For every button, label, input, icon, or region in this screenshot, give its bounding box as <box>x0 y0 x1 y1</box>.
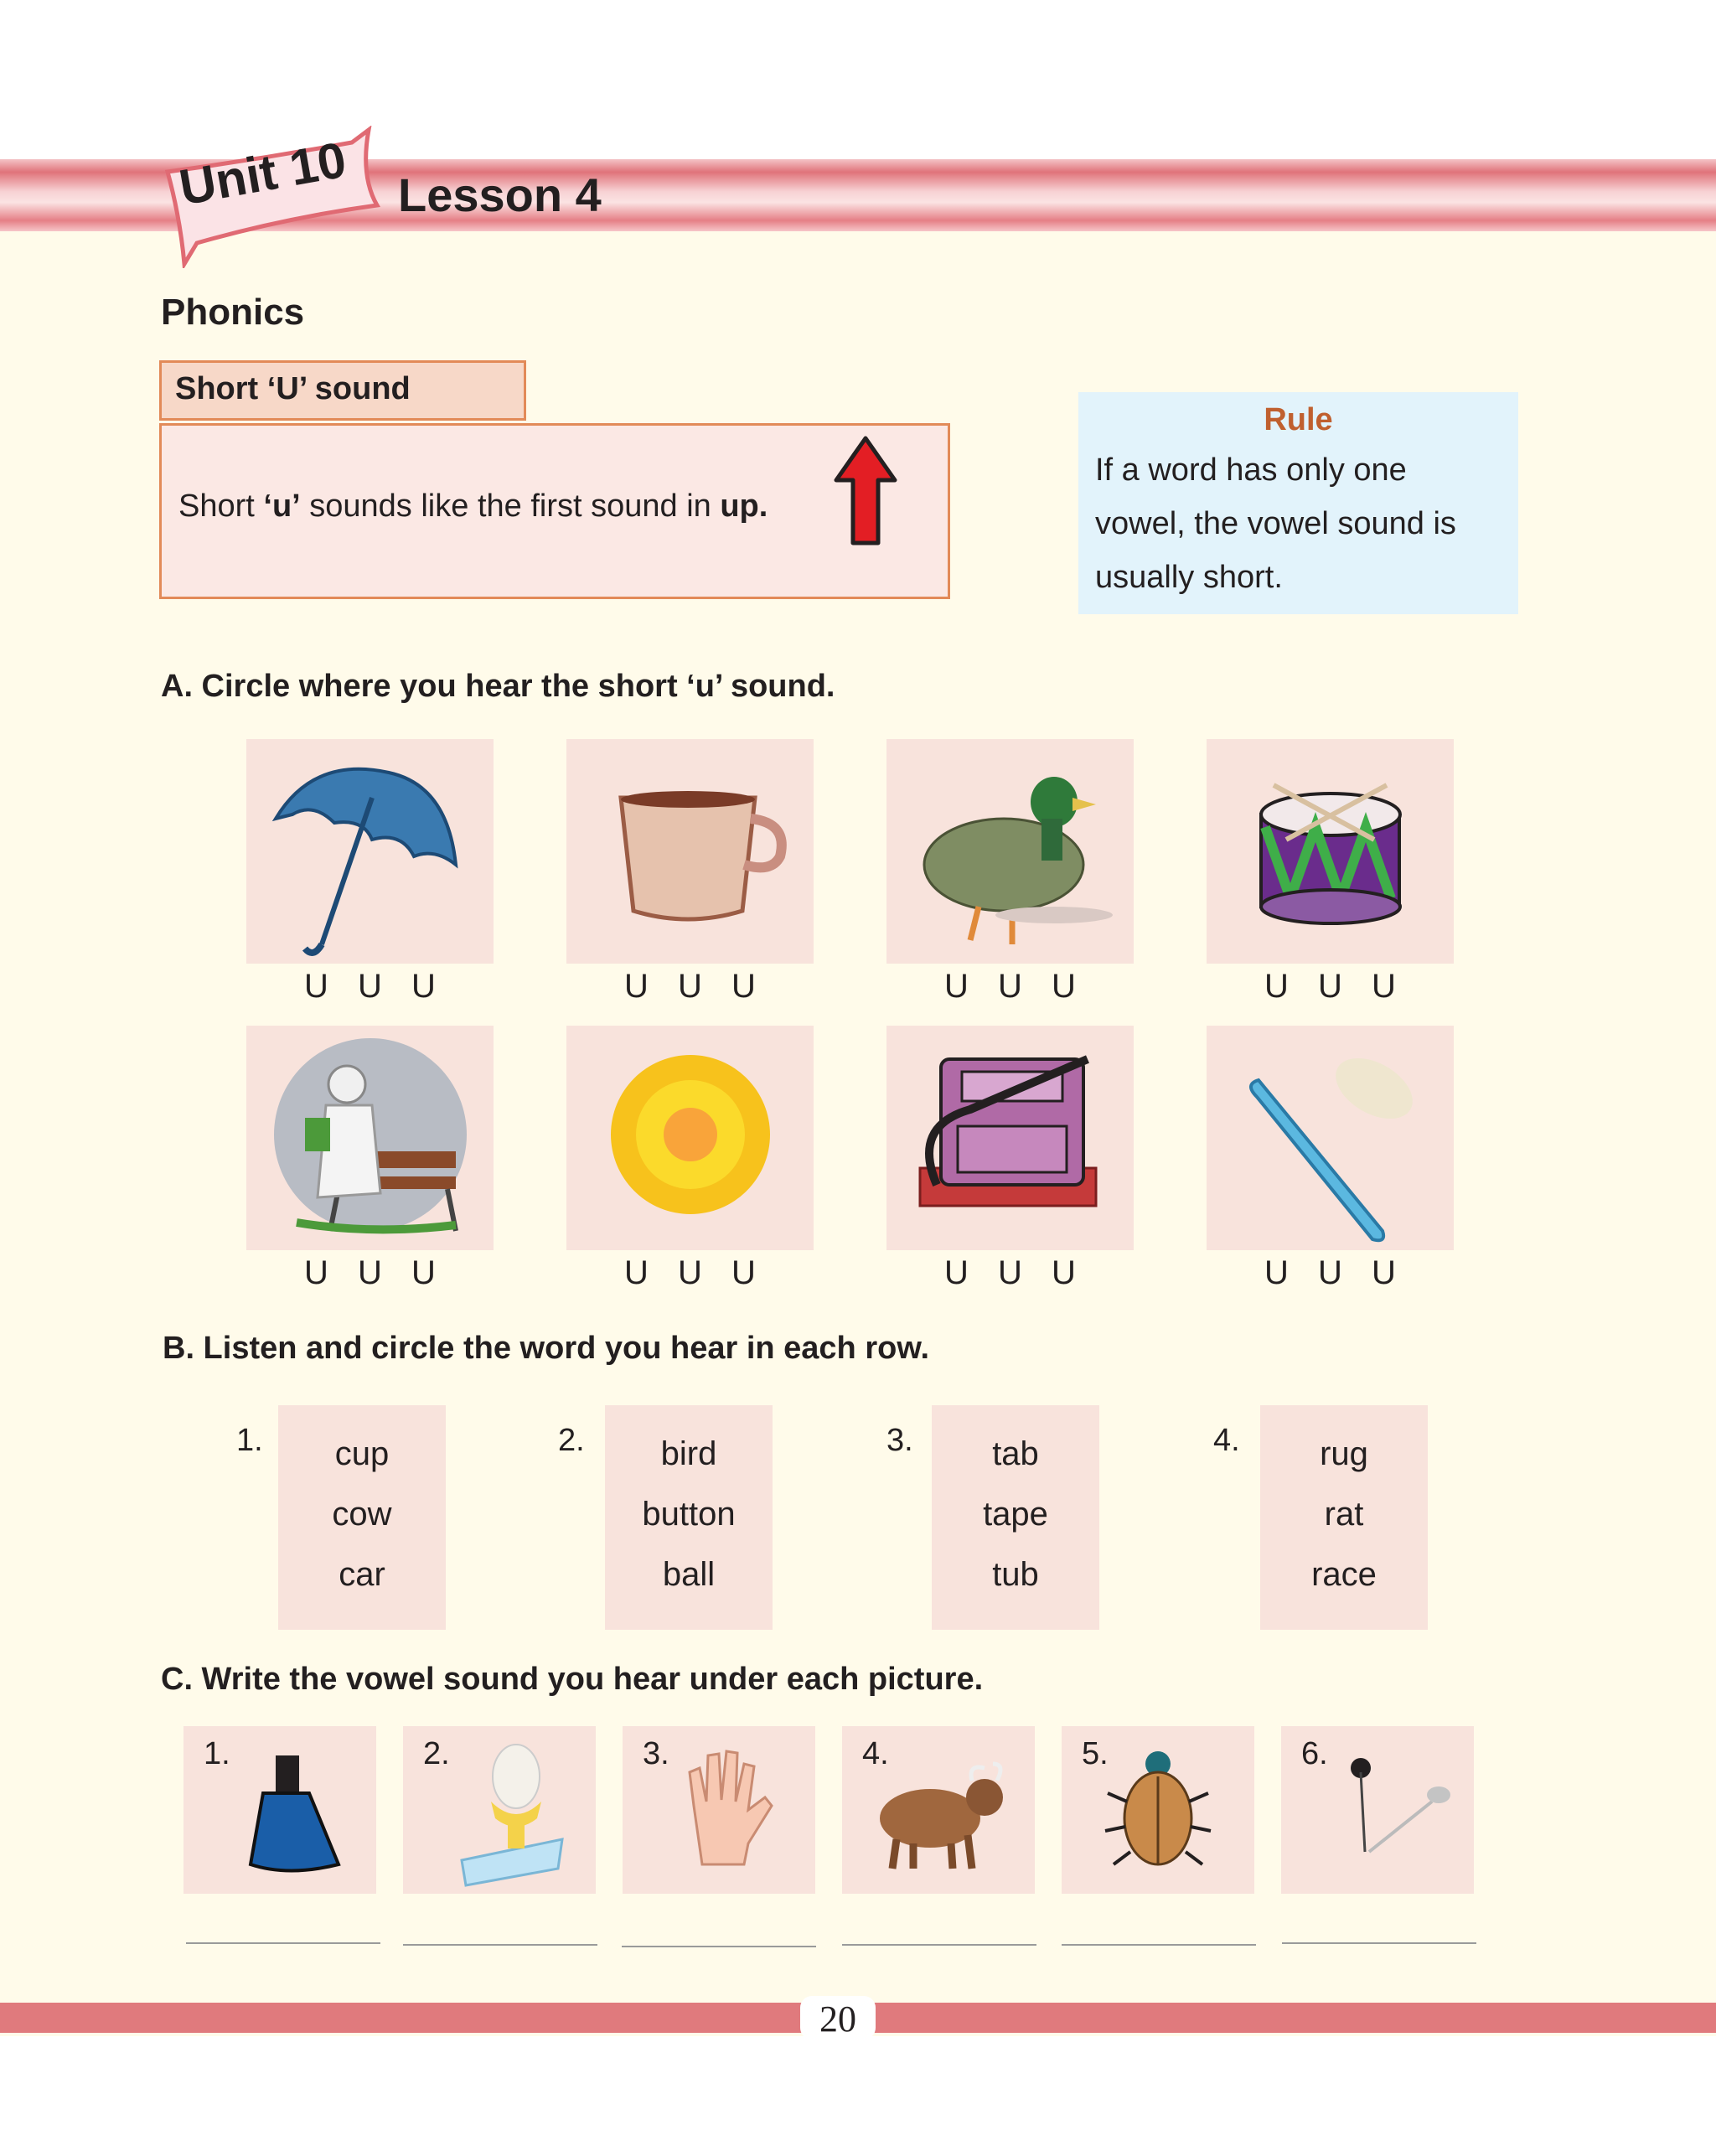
picture-card <box>886 739 1134 964</box>
word-option[interactable]: tub <box>992 1556 1039 1593</box>
section-c-title: C. Write the vowel sound you hear under each picture. <box>161 1662 984 1697</box>
picture-card <box>566 739 814 964</box>
phonics-heading: Phonics <box>161 292 305 333</box>
answer-line[interactable] <box>842 1944 1036 1946</box>
choice-u[interactable]: U U U <box>944 1254 1076 1291</box>
pin-icon <box>1281 1726 1474 1894</box>
desc-letter-u: ‘u’ <box>263 489 301 524</box>
choice-u[interactable]: U U U <box>304 968 436 1005</box>
section-a-title: A. Circle where you hear the short ‘u’ sound. <box>161 669 835 704</box>
bug-icon <box>1062 1726 1254 1894</box>
bag-icon <box>886 1026 1134 1250</box>
word-option[interactable]: bird <box>660 1435 717 1472</box>
row-number: 1. <box>236 1423 263 1458</box>
lesson-title: Lesson 4 <box>398 168 602 221</box>
word-option[interactable]: rat <box>1324 1496 1364 1533</box>
item-number: 4. <box>862 1736 889 1771</box>
ox-icon <box>842 1726 1035 1894</box>
word-option[interactable]: rug <box>1320 1435 1368 1472</box>
ink-bottle-icon <box>183 1726 376 1894</box>
page-number: 20 <box>819 1998 856 2040</box>
sound-description-box <box>159 423 950 599</box>
up-arrow-icon <box>832 434 899 551</box>
answer-line[interactable] <box>1282 1942 1476 1944</box>
picture-card <box>842 1726 1035 1894</box>
item-number: 1. <box>204 1736 230 1771</box>
hand-icon <box>623 1726 815 1894</box>
sound-tab <box>159 360 526 421</box>
drum-icon <box>1207 739 1454 964</box>
word-option[interactable]: ball <box>662 1556 716 1593</box>
picture-card <box>183 1726 376 1894</box>
picture-card <box>246 1026 494 1250</box>
sound-description <box>178 489 768 525</box>
word-option[interactable]: tab <box>992 1435 1039 1472</box>
choice-u[interactable]: U U U <box>304 1254 436 1291</box>
row-number: 2. <box>558 1423 585 1458</box>
item-number: 2. <box>423 1736 450 1771</box>
item-number: 6. <box>1301 1736 1328 1771</box>
sound-tab-label: Short ‘U’ sound <box>175 371 411 406</box>
word-option[interactable]: cow <box>332 1496 392 1533</box>
choice-u[interactable]: U U U <box>944 968 1076 1005</box>
picture-card <box>1281 1726 1474 1894</box>
choice-u[interactable]: U U U <box>1264 968 1396 1005</box>
answer-line[interactable] <box>1062 1944 1256 1946</box>
umbrella-icon <box>246 739 494 964</box>
answer-line[interactable] <box>186 1942 380 1944</box>
rule-line-3: usually short. <box>1095 560 1283 595</box>
word-list <box>932 1405 1099 1630</box>
word-list <box>1260 1405 1428 1630</box>
picture-card <box>566 1026 814 1250</box>
answer-line[interactable] <box>622 1946 816 1947</box>
word-list <box>278 1405 446 1630</box>
man-on-bench-icon <box>246 1026 494 1250</box>
word-option[interactable]: race <box>1311 1556 1377 1593</box>
picture-card <box>246 739 494 964</box>
word-option[interactable]: cup <box>334 1435 390 1472</box>
brush-icon <box>1207 1026 1454 1250</box>
row-number: 3. <box>886 1423 913 1458</box>
rule-title: Rule <box>1264 402 1333 437</box>
picture-card <box>1062 1726 1254 1894</box>
picture-card <box>403 1726 596 1894</box>
cup-icon <box>566 739 814 964</box>
picture-card <box>886 1026 1134 1250</box>
picture-card <box>623 1726 815 1894</box>
desc-text-1: Short <box>178 489 264 524</box>
row-number: 4. <box>1213 1423 1240 1458</box>
choice-u[interactable]: U U U <box>1264 1254 1396 1291</box>
word-option[interactable]: button <box>642 1496 736 1533</box>
duck-icon <box>886 739 1134 964</box>
egg-cup-icon <box>403 1726 596 1894</box>
item-number: 5. <box>1082 1736 1109 1771</box>
rule-line-1: If a word has only one <box>1095 452 1407 488</box>
picture-card <box>1207 739 1454 964</box>
sun-icon <box>566 1026 814 1250</box>
choice-u[interactable]: U U U <box>624 1254 756 1291</box>
rule-line-2: vowel, the vowel sound is <box>1095 506 1456 541</box>
word-option[interactable]: tape <box>983 1496 1048 1533</box>
answer-line[interactable] <box>403 1944 597 1946</box>
desc-text-2: sounds like the first sound in <box>300 489 721 524</box>
rule-box <box>1078 392 1518 614</box>
picture-card <box>1207 1026 1454 1250</box>
word-option[interactable]: car <box>339 1556 385 1593</box>
section-b-title: B. Listen and circle the word you hear in each row. <box>163 1331 930 1366</box>
word-list <box>605 1405 773 1630</box>
unit-label: Unit 10 <box>175 131 350 216</box>
item-number: 3. <box>643 1736 669 1771</box>
choice-u[interactable]: U U U <box>624 968 756 1005</box>
desc-word-up: up. <box>720 489 768 524</box>
